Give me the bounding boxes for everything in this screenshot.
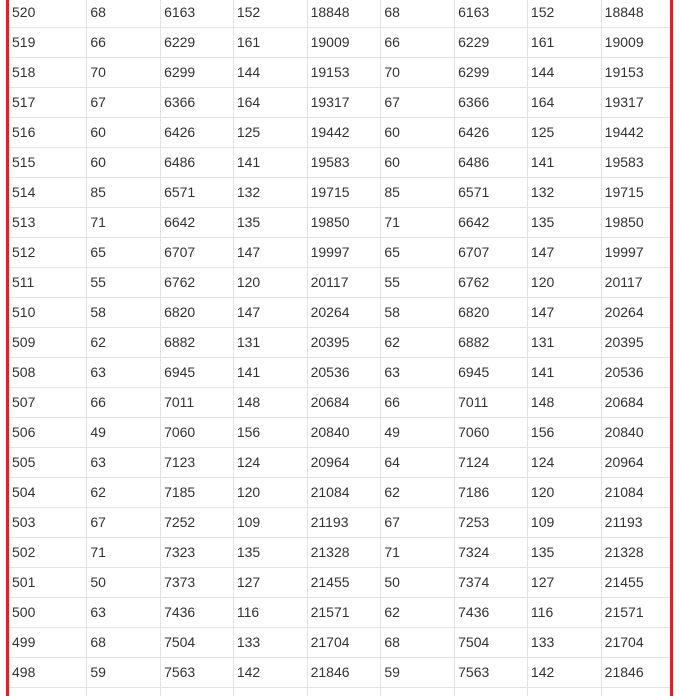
- table-cell: 7253: [455, 508, 528, 538]
- table-cell: 144: [233, 58, 307, 88]
- table-cell: 498: [9, 658, 87, 688]
- table-cell: 19442: [601, 118, 673, 148]
- table-row: [9, 88, 673, 118]
- table-cell: 7436: [161, 598, 234, 628]
- table-cell: 109: [233, 508, 307, 538]
- table-cell: 66: [87, 388, 161, 418]
- table-cell: 18848: [307, 0, 381, 28]
- table-cell: 66: [381, 28, 455, 58]
- table-cell: 141: [527, 358, 601, 388]
- table-cell: 7563: [455, 658, 528, 688]
- table-cell: 20395: [601, 328, 673, 358]
- table-cell: 7185: [161, 478, 234, 508]
- table-cell: 508: [9, 358, 87, 388]
- table-cell: 116: [527, 598, 601, 628]
- table-cell: 147: [527, 238, 601, 268]
- table-cell: 85: [87, 178, 161, 208]
- table-cell: 6571: [161, 178, 234, 208]
- table-cell: 85: [381, 178, 455, 208]
- table-row: [9, 28, 673, 58]
- table-cell: 21084: [307, 478, 381, 508]
- table-frame: [6, 0, 673, 696]
- table-cell: 65: [381, 238, 455, 268]
- table-cell: 20964: [601, 448, 673, 478]
- table-cell: 70: [87, 58, 161, 88]
- table-cell: 109: [527, 508, 601, 538]
- table-cell: 18848: [601, 0, 673, 28]
- table-cell: 21571: [601, 598, 673, 628]
- table-cell: 500: [9, 598, 87, 628]
- table-cell: 7373: [161, 568, 234, 598]
- table-row: [9, 568, 673, 598]
- table-cell: 21455: [601, 568, 673, 598]
- table-cell: 19153: [307, 58, 381, 88]
- table-cell: 62: [381, 598, 455, 628]
- table-cell: 60: [381, 148, 455, 178]
- table-cell: 6486: [455, 148, 528, 178]
- table-cell: 20117: [307, 268, 381, 298]
- table-cell: 507: [9, 388, 87, 418]
- table-cell: 49: [381, 418, 455, 448]
- table-cell: 19153: [601, 58, 673, 88]
- table-cell: 21846: [601, 658, 673, 688]
- table-cell: 71: [87, 208, 161, 238]
- table-cell: 63: [87, 448, 161, 478]
- table-cell: 66: [381, 388, 455, 418]
- table-cell: 7186: [455, 478, 528, 508]
- table-row: [9, 328, 673, 358]
- table-cell: 148: [527, 388, 601, 418]
- table-cell: [9, 688, 87, 696]
- table-cell: [381, 688, 455, 696]
- table-cell: [601, 688, 673, 696]
- table-cell: 156: [527, 418, 601, 448]
- table-cell: 132: [233, 178, 307, 208]
- table-cell: 62: [381, 328, 455, 358]
- table-cell: 147: [233, 238, 307, 268]
- table-cell: 518: [9, 58, 87, 88]
- table-cell: 514: [9, 178, 87, 208]
- table-cell: 71: [381, 208, 455, 238]
- table-cell: 6163: [455, 0, 528, 28]
- table-row: [9, 148, 673, 178]
- table-row: [9, 118, 673, 148]
- table-cell: 20264: [601, 298, 673, 328]
- table-cell: 504: [9, 478, 87, 508]
- table-cell: 6945: [455, 358, 528, 388]
- table-cell: 6299: [161, 58, 234, 88]
- table-cell: 505: [9, 448, 87, 478]
- table-cell: 62: [87, 478, 161, 508]
- table-cell: 21704: [307, 628, 381, 658]
- table-cell: 6762: [455, 268, 528, 298]
- table-cell: 7060: [161, 418, 234, 448]
- table-cell: 49: [87, 418, 161, 448]
- table-cell: 161: [527, 28, 601, 58]
- table-cell: 19009: [601, 28, 673, 58]
- table-cell: 71: [87, 538, 161, 568]
- table-cell: 19317: [601, 88, 673, 118]
- table-cell: 64: [381, 448, 455, 478]
- table-cell: 67: [87, 508, 161, 538]
- table-cell: 164: [527, 88, 601, 118]
- table-cell: 124: [233, 448, 307, 478]
- table-cell: 141: [527, 148, 601, 178]
- table-cell: 19009: [307, 28, 381, 58]
- table-cell: 20840: [601, 418, 673, 448]
- table-cell: 152: [233, 0, 307, 28]
- table-cell: 509: [9, 328, 87, 358]
- table-cell: 58: [381, 298, 455, 328]
- table-cell: 135: [233, 538, 307, 568]
- table-cell: 21084: [601, 478, 673, 508]
- table-cell: 6642: [161, 208, 234, 238]
- table-cell: 6820: [455, 298, 528, 328]
- table-cell: 164: [233, 88, 307, 118]
- table-cell: 71: [381, 538, 455, 568]
- table-cell: 19715: [601, 178, 673, 208]
- table-cell: 6426: [455, 118, 528, 148]
- table-cell: 68: [381, 628, 455, 658]
- table-cell: 135: [527, 208, 601, 238]
- table-cell: 21328: [601, 538, 673, 568]
- table-cell: 116: [233, 598, 307, 628]
- table-cell: 21846: [307, 658, 381, 688]
- table-cell: 7124: [455, 448, 528, 478]
- table-cell: 65: [87, 238, 161, 268]
- table-row: [9, 298, 673, 328]
- table-cell: 20536: [601, 358, 673, 388]
- table-cell: 131: [233, 328, 307, 358]
- table-cell: 7374: [455, 568, 528, 598]
- table-cell: 67: [381, 88, 455, 118]
- table-cell: 59: [381, 658, 455, 688]
- table-row: [9, 508, 673, 538]
- table-cell: 68: [87, 628, 161, 658]
- table-cell: 120: [233, 478, 307, 508]
- table-cell: 520: [9, 0, 87, 28]
- table-cell: 120: [527, 478, 601, 508]
- table-cell: 6229: [455, 28, 528, 58]
- table-cell: 21571: [307, 598, 381, 628]
- table-cell: 62: [87, 328, 161, 358]
- table-cell: 147: [233, 298, 307, 328]
- table-cell: 66: [87, 28, 161, 58]
- table-row: [9, 628, 673, 658]
- table-cell: 68: [381, 0, 455, 28]
- table-cell: 63: [381, 358, 455, 388]
- table-row: [9, 58, 673, 88]
- table-cell: 19317: [307, 88, 381, 118]
- table-cell: 519: [9, 28, 87, 58]
- table-cell: 152: [527, 0, 601, 28]
- table-row: [9, 238, 673, 268]
- table-cell: 6820: [161, 298, 234, 328]
- table-cell: 7123: [161, 448, 234, 478]
- table-cell: 19850: [307, 208, 381, 238]
- table-cell: 20840: [307, 418, 381, 448]
- table-cell: 19583: [601, 148, 673, 178]
- table-cell: 517: [9, 88, 87, 118]
- table-cell: 19715: [307, 178, 381, 208]
- table-row: [9, 358, 673, 388]
- table-cell: 6882: [455, 328, 528, 358]
- table-cell: 132: [527, 178, 601, 208]
- table-cell: 142: [527, 658, 601, 688]
- table-row: [9, 0, 673, 28]
- table-cell: 147: [527, 298, 601, 328]
- table-cell: 19997: [601, 238, 673, 268]
- table-cell: 516: [9, 118, 87, 148]
- table-cell: 6299: [455, 58, 528, 88]
- table-cell: 20264: [307, 298, 381, 328]
- table-cell: 124: [527, 448, 601, 478]
- table-cell: 7323: [161, 538, 234, 568]
- table-cell: 135: [233, 208, 307, 238]
- score-table: [9, 0, 673, 696]
- table-cell: 161: [233, 28, 307, 58]
- table-cell: 141: [233, 358, 307, 388]
- table-cell: 50: [381, 568, 455, 598]
- table-cell: 510: [9, 298, 87, 328]
- table-cell: 511: [9, 268, 87, 298]
- table-cell: 7504: [161, 628, 234, 658]
- table-cell: 67: [87, 88, 161, 118]
- table-cell: 20117: [601, 268, 673, 298]
- table-cell: 515: [9, 148, 87, 178]
- table-cell: 513: [9, 208, 87, 238]
- table-cell: 148: [233, 388, 307, 418]
- table-cell: 7563: [161, 658, 234, 688]
- table-cell: 20684: [601, 388, 673, 418]
- table-cell: 55: [87, 268, 161, 298]
- table-cell: 6486: [161, 148, 234, 178]
- table-cell: 19850: [601, 208, 673, 238]
- table-cell: 59: [87, 658, 161, 688]
- table-row: [9, 688, 673, 696]
- table-cell: 127: [233, 568, 307, 598]
- table-cell: 120: [233, 268, 307, 298]
- table-cell: 20395: [307, 328, 381, 358]
- table-cell: 6571: [455, 178, 528, 208]
- table-cell: 7436: [455, 598, 528, 628]
- table-cell: 20684: [307, 388, 381, 418]
- table-cell: 62: [381, 478, 455, 508]
- table-cell: 70: [381, 58, 455, 88]
- table-cell: 7011: [455, 388, 528, 418]
- table-cell: 156: [233, 418, 307, 448]
- table-row: [9, 658, 673, 688]
- table-cell: 6229: [161, 28, 234, 58]
- table-cell: [527, 688, 601, 696]
- table-cell: [87, 688, 161, 696]
- table-cell: 125: [527, 118, 601, 148]
- table-cell: 142: [233, 658, 307, 688]
- table-cell: 120: [527, 268, 601, 298]
- table-cell: 6163: [161, 0, 234, 28]
- table-cell: 7252: [161, 508, 234, 538]
- table-row: [9, 388, 673, 418]
- table-cell: 6762: [161, 268, 234, 298]
- table-cell: 19997: [307, 238, 381, 268]
- table-cell: 68: [87, 0, 161, 28]
- table-cell: 63: [87, 358, 161, 388]
- table-cell: 503: [9, 508, 87, 538]
- table-cell: 67: [381, 508, 455, 538]
- table-cell: 7011: [161, 388, 234, 418]
- table-cell: 60: [381, 118, 455, 148]
- table-cell: 21704: [601, 628, 673, 658]
- table-cell: 6707: [161, 238, 234, 268]
- table-cell: 6366: [455, 88, 528, 118]
- table-cell: 6945: [161, 358, 234, 388]
- table-cell: 133: [527, 628, 601, 658]
- table-cell: [455, 688, 528, 696]
- table-cell: 125: [233, 118, 307, 148]
- table-cell: 6426: [161, 118, 234, 148]
- table-cell: 60: [87, 148, 161, 178]
- table-cell: [307, 688, 381, 696]
- table-cell: 58: [87, 298, 161, 328]
- table-row: [9, 208, 673, 238]
- table-row: [9, 178, 673, 208]
- table-cell: [233, 688, 307, 696]
- table-cell: 127: [527, 568, 601, 598]
- table-cell: 19583: [307, 148, 381, 178]
- table-cell: 55: [381, 268, 455, 298]
- table-cell: 499: [9, 628, 87, 658]
- table-cell: 21193: [601, 508, 673, 538]
- table-cell: 131: [527, 328, 601, 358]
- table-cell: 6707: [455, 238, 528, 268]
- table-cell: 135: [527, 538, 601, 568]
- table-cell: 20964: [307, 448, 381, 478]
- table-cell: 501: [9, 568, 87, 598]
- table-cell: 502: [9, 538, 87, 568]
- table-cell: 20536: [307, 358, 381, 388]
- table-cell: 63: [87, 598, 161, 628]
- table-cell: 133: [233, 628, 307, 658]
- table-cell: 6642: [455, 208, 528, 238]
- table-row: [9, 538, 673, 568]
- table-cell: 512: [9, 238, 87, 268]
- table-row: [9, 418, 673, 448]
- table-cell: 19442: [307, 118, 381, 148]
- table-cell: 7060: [455, 418, 528, 448]
- table-cell: 6366: [161, 88, 234, 118]
- score-table-body: [9, 0, 673, 696]
- table-cell: 50: [87, 568, 161, 598]
- table-cell: 21328: [307, 538, 381, 568]
- table-cell: 7504: [455, 628, 528, 658]
- table-cell: 144: [527, 58, 601, 88]
- table-cell: 60: [87, 118, 161, 148]
- table-cell: 21193: [307, 508, 381, 538]
- table-cell: 141: [233, 148, 307, 178]
- table-cell: 6882: [161, 328, 234, 358]
- table-cell: [161, 688, 234, 696]
- table-cell: 21455: [307, 568, 381, 598]
- table-row: [9, 268, 673, 298]
- table-row: [9, 478, 673, 508]
- table-row: [9, 448, 673, 478]
- table-row: [9, 598, 673, 628]
- table-cell: 506: [9, 418, 87, 448]
- table-cell: 7324: [455, 538, 528, 568]
